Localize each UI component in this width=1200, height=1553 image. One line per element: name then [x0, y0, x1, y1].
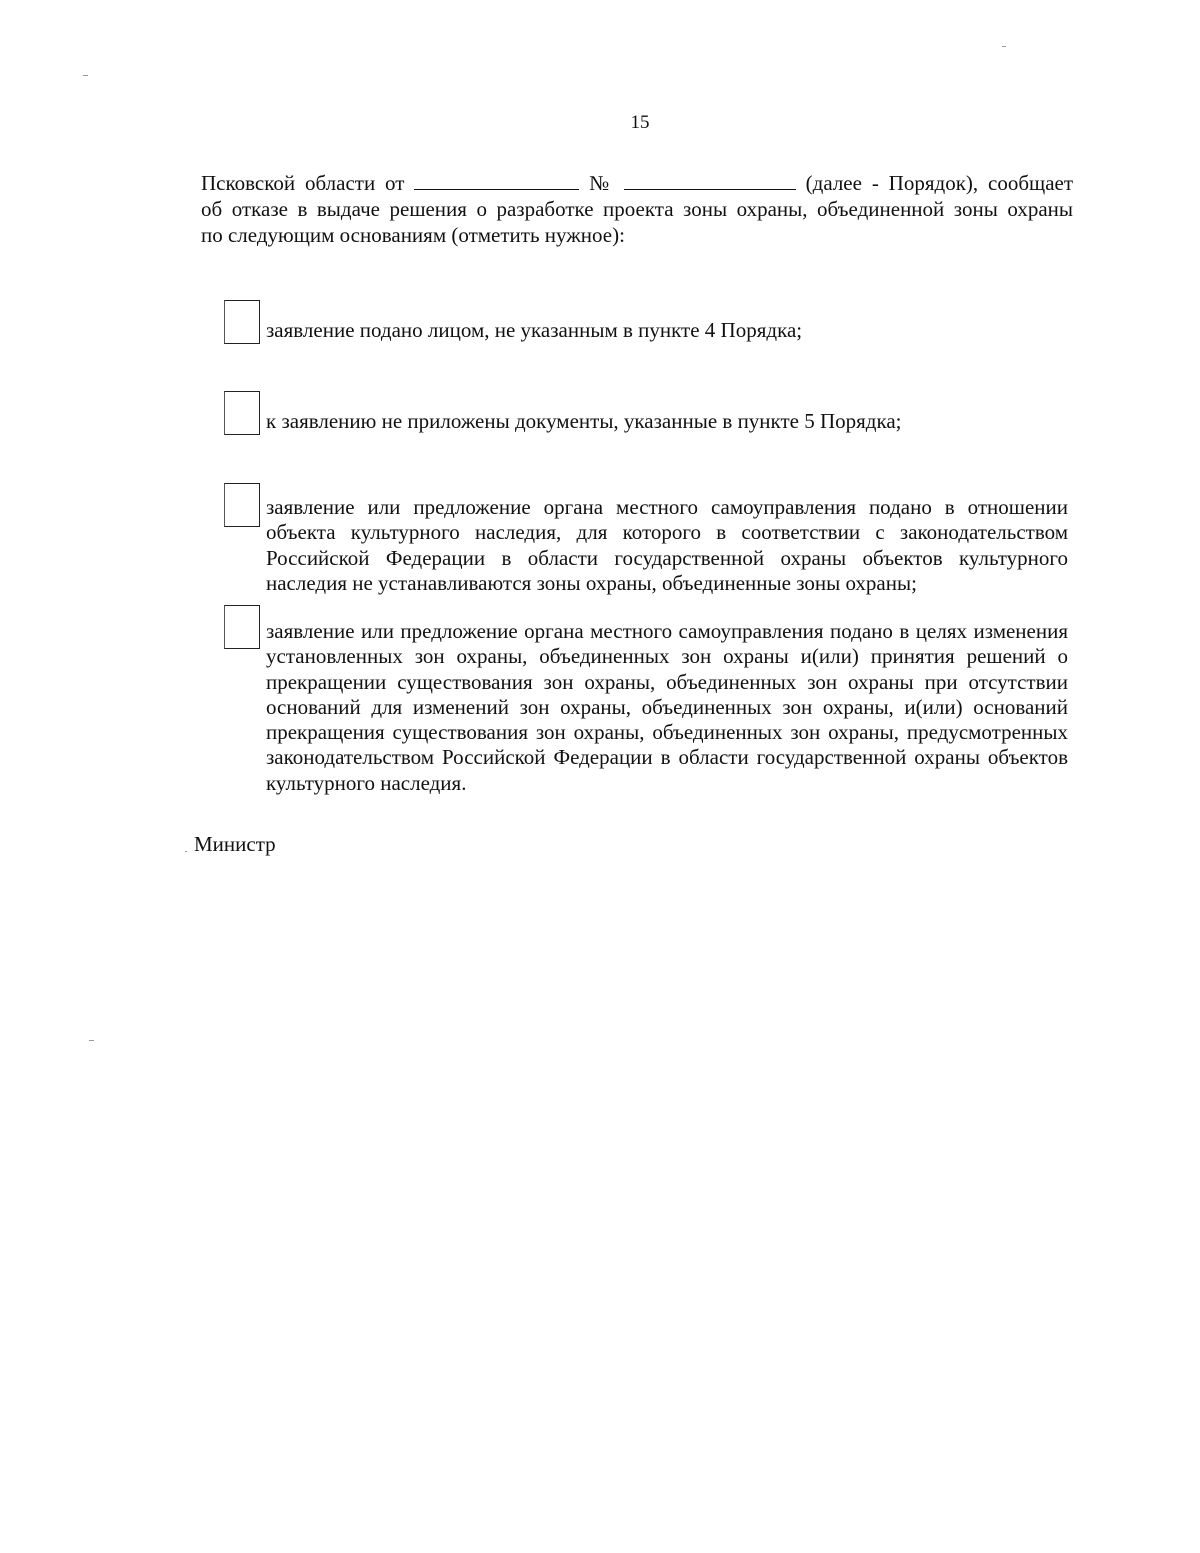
scan-speck — [89, 1040, 94, 1041]
option-2-checkbox[interactable] — [224, 391, 260, 435]
option-4-checkbox[interactable] — [224, 605, 260, 649]
signature-title: Министр — [194, 832, 276, 856]
number-sign: № — [589, 171, 614, 195]
option-3-checkbox[interactable] — [224, 483, 260, 527]
intro-line-1 — [201, 170, 1073, 196]
intro-region-text: Псковской области от — [201, 171, 405, 195]
option-2-text: к заявлению не приложены документы, указанные в пункте 5 Порядка; — [266, 409, 902, 433]
option-4-text: заявление или предложение органа местного самоуправления подано в целях изменения установленных зон охраны, объединенных зон охраны и(или) принятия решений о прекращении существования зон охраны, объединенных зон охраны при отсутствии оснований для изменений зон охраны, объединенных зон охраны, и(или) оснований прекращения существования зон охраны, объединенных зон охраны, предусмотренных законодательством Российской Федерации в области государственной охраны объектов культурного наследия. — [266, 619, 1068, 795]
scan-speck — [83, 75, 88, 76]
intro-line-2: об отказе в выдаче решения о разработке проекта зоны охраны, объединенной зоны охраны — [201, 197, 1073, 221]
number-blank-field — [624, 171, 796, 190]
intro-paragraph — [201, 170, 1073, 248]
intro-line-3: по следующим основаниям (отметить нужное): — [201, 223, 625, 247]
scan-speck — [185, 851, 187, 852]
intro-order-text: (далее - Порядок), сообщает — [805, 171, 1074, 195]
page-number: 15 — [630, 112, 650, 133]
option-1-text: заявление подано лицом, не указанным в пункте 4 Порядка; — [266, 318, 803, 342]
scan-speck — [1002, 46, 1006, 47]
option-1-checkbox[interactable] — [224, 300, 260, 344]
option-3-text: заявление или предложение органа местного самоуправления подано в отношении объекта культурного наследия, для которого в соответствии с законодательством Российской Федерации в области государственной охраны объектов культурного наследия не устанавливаются зоны охраны, объединенные зоны охраны; — [266, 495, 1068, 595]
date-blank-field — [414, 171, 579, 190]
